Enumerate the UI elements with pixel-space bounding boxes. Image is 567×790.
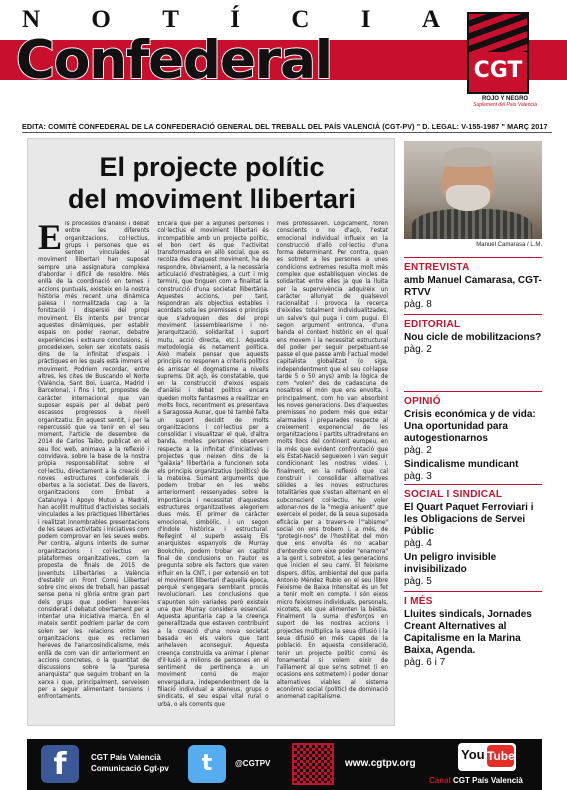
photo-caption: Manuel Camarasa / L.M. [476, 242, 542, 248]
youtube-icon[interactable] [458, 743, 516, 771]
divider [404, 314, 542, 315]
page-ref: pàg. 8 [404, 299, 432, 310]
column-text: ls processos d'anàlisi i debat entre les diferents organitzacions, col·lectius, grups i persones que es senten vinculades al moviment llibertari han suposat sempre una assignatura complexa d'abordar i difícil de resoldre. Més enllà de la coordinació en temes i accions puntuals, existeix en la nostra història més recent una dinàmica palesa i normalitzada cap a la fonització i dispersió del propi moviment. Els intents per trencar aquestes dinàmiques, per establir espais on poder raonar, debatre experiències i extraure conclusions, si procedeixen, solen ser xicotets oasis dins de la infinitat d'espais i pràctiques en les quals està immers el moviment. Podríem recordar, entre altres, les cites de Buscando el Norte (València, Sant Boi, Luarca, Madrid i Barcelona), i fins i tot, propostes de caràcter internacional que van suposar espais per al debat però escassos progressos a nivell organitzatiu. En aquest sentit, i per la repercussió que va tenir en el seu moment, l'article de desembre de 2014 de Carlos Taibo, publicat en el seu lloc web, animava a la reflexió i convidava, sobre la base de la nostra pròpia responsabilitat sobre el col·lectiu, directament a la creació de noves estructures confederals i obertes a la societat. Des de llavors, organitzacions com Embat a Catalunya i Apoyo Mutuo a Madrid, han acollit multitud d'activistes socials vinculades a les pràctiques llibertàries i realitzat innombrables presentacions de les seues activitats i iniciatives com podem comprovar en les seues webs. Per contra, alguns intents de sumar organitzacions i col·lectius en plataformes organitzatives, com la proposta de finals de 2015 de Juventuts Llibertàries a València d'establir un Front Comú Llibertari sobre cinc eixos de treball, han passat sense pena ni glòria entre gran part dels grups que podien haver-les considerat i debatut obertament per a intentar una iniciativa marca. En el mateix sentit podríem parlar de com solen ser les relacions entre les organitzacions que es reclamen hereves de l'anarcosindicalisme, més enllà de com van dir anteriorment en accions concretes, o la quantitat de discussions sobre la "puresa anarquista" que seguim trobant en la xarxa i que, principalment, serveixen per a seguir alimentant tensions i enfrontaments. [38, 221, 150, 701]
logo-text: CGT [473, 58, 523, 83]
noticia-letter: O [91, 6, 113, 33]
headline-line: del moviment llibertari [67, 184, 357, 214]
channel-prefix: Canal [429, 776, 451, 785]
section-label: ENTREVISTA [404, 262, 470, 273]
divider [404, 257, 542, 258]
article-column [277, 221, 388, 719]
section-label: OPINIÓ [404, 396, 441, 407]
section-title: Lluites sindicals, Jornades Creant Alternatives al Capitalisme en la Marina Baixa, Agenda. [404, 609, 532, 656]
youtube-you: You [461, 747, 485, 762]
noticia-letter: T [162, 6, 181, 33]
sidebar-section[interactable] [404, 396, 546, 483]
section-title: Nou cicle de mobilitzacions? [404, 332, 542, 343]
youtube-tube: Tube [487, 745, 514, 767]
facebook-icon[interactable]: f [41, 745, 79, 783]
page-ref: pàg. 5 [404, 576, 432, 587]
facebook-label[interactable]: CGT País Valencià [91, 753, 161, 762]
logo-stripes-icon [469, 14, 527, 52]
sidebar-section[interactable] [404, 319, 546, 356]
logo-subtitle: ROJO Y NEGRO [481, 96, 529, 102]
page-ref: pàg. 6 i 7 [404, 657, 446, 668]
website-link[interactable]: www.cgtpv.org [345, 758, 416, 769]
article-column [38, 221, 149, 719]
noticia-letter: C [291, 6, 312, 33]
section-title: Sindicalisme mundicant [404, 459, 519, 470]
noticia-letter: I [360, 6, 373, 33]
section-label: SOCIAL I SINDICAL [404, 489, 503, 500]
twitter-icon[interactable]: t [188, 745, 226, 783]
sidebar-section[interactable] [404, 596, 546, 669]
section-title: Un peligro invisible invisibilizado [404, 552, 497, 575]
section-title: Crisis económica y de vida: Una oportunidad para autogestionarnos [404, 409, 536, 444]
twitter-handle[interactable]: @CGTPV [235, 759, 271, 768]
section-title: El Quart Paquet Ferroviari i les Obligacions de Servei Públic [404, 502, 534, 537]
column-text: més professaven. Lògicament, foren conscients o no d'açò, l'estat emocional individual influeix en la construcció d'allò col·lectiu d'una forma determinant. Per contra, quan es sotmet a les persones a unes condicions extremes resulta molt més complex que establisquen vincles de solidaritat entre elles ja que la lluita per la supervivència adquireix un caràcter allunyat de qualsevol racionalitat i provoca la recerca d'eixides totalment individualitzades, un salve's qui puga i com pugui. El segon argument entronca, d'una banda el context històric en el qual ens movem i la necessitat estructural del poder per seguir perpetuant-se passe el que passe amb l'actual model capitalista globalitzat (o siga, independentment que el seu col·lapse tarde 5 o 50 anys) amb la lògica de com "volen" des de cadascuna de nosaltres el món que ens envolta, i principalment, com ho van absorbint les noves generacions. Des d'aquestes premisses no podem més que estar alarmades i preparades respecte al creixement exponencial de les organitzacions i partits ultradretans en molts llocs del continent europeu, en la més que evident confrontació que els Estat-Nació segueixen i van seguir condicionant les nostres vides i, finalment, en la reflexió que cal construir i consolidar alternatives sòlides a les noves estructures totalitàries que s'estan alternant en el subconscient col·lectiu. No voler adonar-nos de la "megia aniuent" que exerceix el poder, de la seua suposada eficàcia per a travers-re l'"abisme" social on ens trobem i, a més, de "protegir-nos" de l'hostilitat del món que ens envolta és no acabar d'entendre com eixe poder "enamora" a la gent i, sobretot, a les generacions que inicien el seu camí. El feixisme dispers, difús, ambiental del que parla Antonio Méndez Rubio en el seu llibre Feixisme de Baixa Intensitat és un fet a tenir molt en compte. I són eixos micro feixismes individuals, personals, xicotets, els que alimenten la bèstia. Finalment la suma d'esforços en suport de les nostres accions i projectes multiplica la seua difusió i la seua difusió en més capes de la població. En aquesta consideració, tenir un projecte polític comú és fonamental si volem eixir de l'aïllament al que se'ns sotmet (i en ocasions ens sotmetem) i poder donar alternatives viables al sistema econòmic social (polític) de dominació anomenat capitalisme. [276, 221, 388, 701]
section-title: amb Manuel Camarasa, CGT-RTVV [404, 275, 542, 298]
logo-subtitle-2: Suplement del País Valencià [473, 102, 537, 108]
main-article [27, 138, 395, 726]
facebook-sublabel[interactable]: Comunicació Cgt-pv [91, 764, 169, 773]
masthead-title: Confederal [16, 30, 332, 91]
cgt-logo [467, 12, 529, 94]
drop-cap: E [38, 221, 63, 257]
article-columns [38, 221, 388, 719]
article-headline [28, 151, 396, 215]
channel-name: CGT País Valencià [453, 776, 523, 785]
article-column [157, 221, 268, 719]
column-text: Encara que per a algunes persones i col·lectius el moviment llibertari és incompatible amb un projecte polític, el bon cert és que l'activitat transformadora en allò social, que es recolza des d'aquest moviment, ha de respondre, òbviament, a la necessària articulació d'estratègies, a curt i mig termini, que tinguen com a finalitat la construcció d'una societat llibertària. Aquestes accions, per tant, respondran als objectius estables i acordats sota les premisses o principis que s'advoquen des del propi moviment (assemblearisme i no-jerarquització, solidaritat i suport mutu, acció directa, etc.). Aquesta metodologia és netament política. Això mateix pensar que aquests principis no responen a criteris polítics és arrissar el dogmatisme a nivells suprems. Dit açò, és constatable, que en la construcció d'eixos espais d'anàlisi i debat polítics encara queden molts fantasmes a realitzar en molts llocs, recentment es presentava a Saragossa Aunar, que té també falta un suport decidit de molts organitzacions i col·lectius per a consolidar i visualitzar el què, d'altra banda, molles persones observem respecte a la infinitat d'iniciatives i projectes que neixen dins de la "galàxia" llibertària a funcionen sota els principis organitzatius (polítics) de la mateixa. Sumant arguments que podem trobar en les webs anteriorment ressenyades sobre la importància i necessitat d'aquestes estructures organitzatives alegoriem dues més. El primer de caràcter emocional, simbòlic, i un segon d'índole històrica i estructural. Rellegint el superb assaig Els anarquistes espanyols de Murray Bookchin, podem trobar en capítol final de conclusions on l'autor es pregunta sobre els factors que varen influir en la CNT, i per extensió en tot el moviment llibertari d'aquella època, perquè s'engegara semblant procés revolucionari. Les conclusions que s'apunten són variades però existeix una que Murray considera essencial. Aquesta apuntaria cap a la creença generalitzada que estaven contribuint a la creació d'una nova societat basada en els valors que tant anhelaven aconseguir. Aquesta creença construïda va animar i plenar d'il·lusió a milions de persones en el sentiment de pertinença a un moviment comú de major envergadura, independentment de la filiació individual a ateneus, grups o sindicats, el seu espai vital rural o urbà, o als corrents que [157, 221, 269, 708]
divider [404, 484, 542, 485]
divider [404, 591, 542, 592]
section-label: EDITORIAL [404, 319, 461, 330]
divider [404, 391, 542, 392]
youtube-channel[interactable] [429, 776, 523, 785]
divider [22, 132, 552, 133]
footer [27, 739, 542, 790]
qr-code-icon [292, 743, 334, 785]
section-label: I MÉS [404, 596, 433, 607]
page-ref: pàg. 3 [404, 471, 432, 482]
page-ref: pàg. 4 [404, 538, 432, 549]
noticia-letter: Í [230, 6, 243, 33]
noticia-letter: A [421, 6, 442, 33]
publisher-line: EDITA: COMITÈ CONFEDERAL DE LA CONFEDERACIÓ GENERAL DEL TREBALL DEL PAÍS VALENCIÀ (CGT-PV) " D. LEGAL: V-155-1987 " MARÇ 2017 [22, 122, 548, 131]
headline-line: El projecte polític [99, 152, 325, 182]
masthead [0, 0, 567, 108]
page-ref: pàg. 2 [404, 445, 432, 456]
sidebar-section[interactable] [404, 262, 546, 311]
sidebar-section[interactable] [404, 489, 546, 588]
noticia-letter: N [22, 6, 43, 33]
page-ref: pàg. 2 [404, 344, 432, 355]
interview-photo [404, 141, 542, 239]
